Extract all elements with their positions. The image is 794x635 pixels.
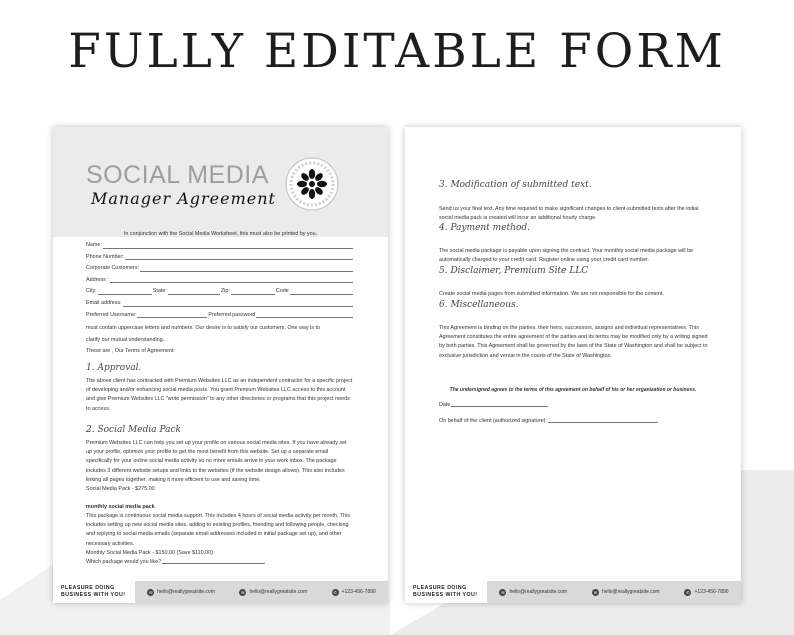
email-icon: ✉ (501, 589, 505, 595)
flower-medallion-icon (285, 157, 339, 211)
monthly-pack-body (86, 512, 354, 567)
tagline-line-2: BUSINESS WITH YOU! (61, 591, 126, 598)
section-5-body: Create social media pages from submitted information. We are not responsible for the content. (439, 291, 664, 297)
section-1-title: 1. Approval. (86, 363, 142, 373)
phone-icon: ✆ (333, 589, 337, 595)
phone-label: Phone Number: (86, 253, 124, 260)
tagline-line-2: BUSINESS WITH YOU! (413, 591, 478, 598)
form-page-2 (405, 127, 741, 603)
zip-field[interactable] (231, 286, 275, 295)
email-icon: ✉ (241, 589, 245, 595)
email-icon: ✉ (593, 589, 598, 595)
email-field[interactable] (123, 298, 353, 307)
section-6-title: 6. Miscellaneous. (439, 300, 519, 310)
password-note-line-1: must contain uppercase letters and numbers. Our desire is to satisfy our customers. One way is to (86, 325, 320, 331)
signature-label: On behalf of the client (authorized signature): (439, 418, 547, 424)
intro-text: In conjunction with the Social Media Worksheet, this must also be printed by you. (123, 231, 318, 237)
corporate-label: Corporate Customers: (86, 265, 140, 272)
password-note-line-2: clarify our mutual understanding. (86, 336, 165, 343)
password-label: Preferred password (208, 311, 256, 318)
phone-icon: ✆ (686, 589, 690, 595)
signature-note: The undersigned agrees to the terms of this agreement on behalf of his or her organization or business. (449, 387, 697, 393)
username-label: Preferred Username: (86, 311, 137, 318)
city-field[interactable] (98, 286, 152, 295)
footer-contacts (487, 589, 741, 596)
monthly-pack-text: This package is continuous social media support. This includes 4 hours of social media activity per month. This includes setting up new social media sites, adding to existing profiles, friending and following people, checking and replying to social media emails (separate email addresses included in initial package set up), and other necessary activities. (86, 513, 351, 547)
section-6-body: This Agreement is binding on the parties, their heirs, successors, assigns and individual representatives. This Agreement constitutes the entire agreement of the parties and its terms may be modified only by a writing signed by both parties. This Agreement shall be governed by the laws of the State of Washington and shall be subject to exclusive jurisdiction and venue in the courts of the State of Washington. (439, 325, 708, 359)
footer-email-1: hello@reallygreatsite.com (157, 589, 215, 595)
headline: FULLY EDITABLE FORM (68, 24, 726, 79)
footer-contacts (135, 589, 388, 596)
tagline-line-1: PLEASURE DOING (61, 585, 115, 591)
signature-row (439, 417, 659, 426)
password-note (86, 323, 356, 358)
address-label: Address : (86, 276, 109, 283)
monthly-pack-title: monthly social media pack (86, 504, 155, 510)
date-row (439, 401, 549, 410)
password-field[interactable] (256, 310, 353, 319)
name-label: Name: (86, 242, 102, 248)
footer-email-1: hello@reallygreatsite.com (509, 589, 568, 595)
section-4-body: The social media package is payable upon signing the contract. Your monthly social media package will be automatically charged to your credit card. Register online using your credit card number. (439, 248, 694, 264)
package-choice-label: Which package would you like? (86, 559, 162, 566)
section-1-body: The above client has contracted with Premium Websites LLC as an independent contractor for a specific project of developing and/or enhancing social media posts. You grant Premium Websites LLC access to this account and give Premium Websites LLC "write permission" to any other directories or programs that this project needs to access. (86, 378, 353, 412)
package-choice-field[interactable] (162, 558, 265, 564)
footer-phone: +123-456-7890 (694, 589, 729, 595)
date-field[interactable] (451, 401, 548, 407)
logo-subtitle: Manager Agreement (91, 189, 276, 208)
tagline-line-1: PLEASURE DOING (413, 585, 467, 591)
section-5-title: 5. Disclaimer, Premium Site LLC (439, 266, 589, 276)
section-2-text: Premium Websites LLC can help you set up your profile on various social media sites. If you have already set up your profile, optimize your profile to get the most benefit from this website. Set up a separate email specifically for your online social media activity so no more emails arrive in your work inbox. The package includes 3 different website setups and links to the websites (if the website design allows). This also includes linking all pages together, making it more efficient to use and saving time. (86, 440, 347, 483)
city-label: City: (86, 288, 97, 295)
monthly-pack-price: Monthly Social Media Pack - $150.00 (Save $110.00) (86, 549, 213, 556)
form-page-1 (53, 127, 388, 603)
footer-email-2: hello@reallygreatsite.com (249, 589, 308, 595)
page-footer (405, 581, 741, 603)
code-field[interactable] (290, 286, 353, 295)
state-field[interactable] (168, 286, 220, 295)
section-4-title: 4. Payment method. (439, 223, 530, 233)
footer-tagline (53, 581, 135, 603)
email-label: Email address: (86, 299, 122, 306)
code-label: Code (275, 288, 289, 295)
name-field[interactable] (103, 240, 353, 249)
date-label: Date (439, 402, 451, 408)
footer-email-2: hello@reallygreatsite.com (601, 589, 660, 595)
logo-title: SOCIAL MEDIA (86, 161, 269, 189)
section-2-body (86, 439, 354, 494)
section-3-body: Send us your final text. Any time required to make significant changes to client-submitted texts after the initial social media pack is created will incur an additional hourly charge. (439, 206, 699, 222)
signature-field[interactable] (548, 417, 658, 423)
address-field[interactable] (110, 275, 353, 284)
footer-phone: +123-456-7890 (341, 589, 376, 595)
corporate-field[interactable] (140, 263, 353, 272)
zip-label: Zip: (220, 288, 230, 295)
page-footer (53, 581, 388, 603)
section-3-title: 3. Modification of submitted text. (439, 180, 592, 190)
email-icon: ✉ (149, 589, 153, 595)
state-label: State: (152, 288, 167, 295)
section-2-price: Social Media Pack - $275.00 (86, 486, 155, 493)
terms-intro: These are , Our Terms of Agreement: (86, 348, 175, 354)
section-2-title: 2. Social Media Pack (86, 425, 181, 435)
footer-tagline (405, 581, 487, 603)
client-info-fields (86, 240, 354, 321)
phone-field[interactable] (125, 252, 353, 261)
username-field[interactable] (137, 310, 207, 319)
